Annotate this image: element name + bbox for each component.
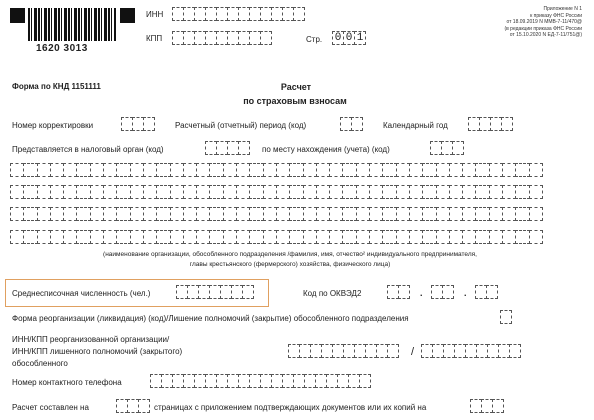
inn-cells[interactable]	[172, 7, 304, 21]
org-name-cell[interactable]	[23, 230, 37, 244]
phone-cells[interactable]	[150, 374, 370, 388]
org-name-cell[interactable]	[236, 185, 250, 199]
org-name-cell[interactable]	[316, 185, 330, 199]
org-name-cell[interactable]	[170, 207, 184, 221]
org-name-cell[interactable]	[130, 230, 144, 244]
org-name-cell[interactable]	[382, 163, 396, 177]
org-name-cell[interactable]	[103, 185, 117, 199]
page-label: Стр.	[306, 35, 323, 44]
org-name-cell[interactable]	[436, 185, 450, 199]
org-name-cell[interactable]	[529, 163, 543, 177]
org-name-cell[interactable]	[10, 207, 24, 221]
org-name-cell[interactable]	[475, 185, 489, 199]
org-name-cell[interactable]	[10, 230, 24, 244]
year-cells[interactable]	[468, 117, 512, 131]
org-name-cell[interactable]	[369, 207, 383, 221]
org-name-cell[interactable]	[170, 163, 184, 177]
org-name-cell[interactable]	[236, 230, 250, 244]
org-caption-line-2: главы крестьянского (фермерского) хозяйства, физического лица)	[189, 261, 391, 268]
org-name-cell[interactable]	[196, 207, 210, 221]
okved-label: Код по ОКВЭД2	[303, 289, 362, 298]
org-name-cell[interactable]	[103, 207, 117, 221]
inn-kpp-reorg-label-1: ИНН/КПП реорганизованной организации/	[12, 335, 170, 344]
org-name-cell[interactable]	[23, 185, 37, 199]
org-name-cell[interactable]	[90, 207, 104, 221]
org-name-cell[interactable]	[489, 230, 503, 244]
inn-kpp-slash: /	[411, 346, 415, 358]
org-name-cell[interactable]	[23, 163, 37, 177]
org-name-cell[interactable]	[37, 185, 51, 199]
attachment-pages-cells[interactable]	[470, 399, 503, 413]
org-name-cell[interactable]	[76, 185, 90, 199]
org-name-cell[interactable]	[276, 185, 290, 199]
org-name-cell[interactable]	[489, 207, 503, 221]
org-name-row[interactable]	[10, 185, 542, 199]
corner-marker-left	[10, 8, 25, 23]
org-name-cell[interactable]	[276, 230, 290, 244]
org-name-cell[interactable]	[515, 185, 529, 199]
inn-reorg-cells[interactable]	[288, 344, 398, 358]
org-name-cell[interactable]	[303, 207, 317, 221]
org-name-cell[interactable]	[529, 230, 543, 244]
org-name-cell[interactable]	[529, 207, 543, 221]
org-name-cell[interactable]	[223, 230, 237, 244]
org-name-cell[interactable]	[209, 230, 223, 244]
org-name-cell[interactable]	[422, 163, 436, 177]
org-name-cell[interactable]	[90, 230, 104, 244]
org-name-cell[interactable]	[369, 185, 383, 199]
org-name-cell[interactable]	[90, 185, 104, 199]
org-name-cell[interactable]	[143, 207, 157, 221]
inn-label: ИНН	[146, 10, 164, 19]
org-name-cell[interactable]	[209, 207, 223, 221]
org-name-cell[interactable]	[196, 185, 210, 199]
org-name-cell[interactable]	[10, 185, 24, 199]
period-cells[interactable]	[340, 117, 362, 131]
org-name-cell[interactable]	[183, 163, 197, 177]
org-name-cell[interactable]	[449, 163, 463, 177]
kpp-cells[interactable]	[172, 31, 271, 45]
org-name-cell[interactable]	[409, 163, 423, 177]
org-name-cell[interactable]	[329, 163, 343, 177]
org-name-cell[interactable]	[130, 185, 144, 199]
org-name-cell[interactable]	[63, 230, 77, 244]
org-name-cell[interactable]	[409, 185, 423, 199]
org-name-cell[interactable]	[289, 163, 303, 177]
okved-cells-3[interactable]	[475, 285, 497, 299]
page-digit-1: 0	[332, 31, 344, 45]
org-name-cell[interactable]	[156, 207, 170, 221]
org-name-cell[interactable]	[223, 207, 237, 221]
org-name-cell[interactable]	[342, 230, 356, 244]
page-digit-2: 0	[343, 31, 355, 45]
org-name-cell[interactable]	[449, 185, 463, 199]
pages-suffix-label: страницах с приложением подтверждающих документов или их копий на	[154, 403, 427, 412]
org-name-cell[interactable]	[396, 207, 410, 221]
kpp-reorg-cells[interactable]	[421, 344, 520, 358]
org-name-cell[interactable]	[63, 185, 77, 199]
org-name-cell[interactable]	[329, 230, 343, 244]
org-name-cell[interactable]	[396, 230, 410, 244]
org-name-cell[interactable]	[103, 230, 117, 244]
org-name-cell[interactable]	[263, 163, 277, 177]
org-name-cell[interactable]	[63, 163, 77, 177]
location-label: по месту нахождения (учета) (код)	[262, 145, 390, 154]
barcode	[28, 8, 116, 41]
org-name-cell[interactable]	[356, 230, 370, 244]
org-name-cell[interactable]	[382, 207, 396, 221]
org-name-cell[interactable]	[90, 163, 104, 177]
org-name-cell[interactable]	[170, 185, 184, 199]
org-name-cell[interactable]	[436, 207, 450, 221]
okved-dot-1: .	[420, 288, 423, 298]
org-name-cell[interactable]	[303, 163, 317, 177]
reorganization-cells[interactable]	[500, 310, 511, 324]
okved-dot-2: .	[464, 288, 467, 298]
knd-code-label: Форма по КНД 1151111	[12, 82, 101, 91]
org-name-cell[interactable]	[116, 185, 130, 199]
form-title: Расчет	[280, 82, 312, 92]
org-name-cell[interactable]	[10, 163, 24, 177]
org-name-cell[interactable]	[236, 207, 250, 221]
page-number-cells[interactable]	[332, 31, 365, 45]
org-name-cell[interactable]	[130, 207, 144, 221]
org-name-cell[interactable]	[116, 230, 130, 244]
org-name-cell[interactable]	[143, 163, 157, 177]
org-name-cell[interactable]	[236, 163, 250, 177]
org-name-cell[interactable]	[422, 207, 436, 221]
org-name-cell[interactable]	[156, 230, 170, 244]
org-name-cell[interactable]	[143, 185, 157, 199]
org-name-cell[interactable]	[183, 185, 197, 199]
org-name-cell[interactable]	[37, 163, 51, 177]
org-name-cell[interactable]	[249, 185, 263, 199]
org-name-cell[interactable]	[515, 207, 529, 221]
org-name-cell[interactable]	[76, 207, 90, 221]
org-name-cell[interactable]	[316, 230, 330, 244]
org-name-cell[interactable]	[356, 185, 370, 199]
location-cells[interactable]	[430, 141, 463, 155]
org-name-cell[interactable]	[422, 230, 436, 244]
org-name-cell[interactable]	[63, 207, 77, 221]
org-name-cell[interactable]	[342, 207, 356, 221]
org-name-cell[interactable]	[529, 185, 543, 199]
org-name-cell[interactable]	[356, 163, 370, 177]
org-name-cell[interactable]	[249, 230, 263, 244]
org-name-cell[interactable]	[196, 230, 210, 244]
tax-org-label: Представляется в налоговый орган (код)	[12, 145, 164, 154]
org-name-cell[interactable]	[76, 230, 90, 244]
org-name-cell[interactable]	[263, 207, 277, 221]
org-name-cell[interactable]	[37, 207, 51, 221]
org-name-cell[interactable]	[183, 207, 197, 221]
org-name-cell[interactable]	[263, 230, 277, 244]
org-name-cell[interactable]	[436, 230, 450, 244]
org-name-cell[interactable]	[396, 163, 410, 177]
org-name-cell[interactable]	[23, 207, 37, 221]
org-name-cell[interactable]	[475, 207, 489, 221]
pages-prefix-label: Расчет составлен на	[12, 403, 89, 412]
org-name-cell[interactable]	[209, 163, 223, 177]
okved-cells-1[interactable]	[387, 285, 409, 299]
page-digit-3: 1	[354, 31, 366, 45]
org-name-cell[interactable]	[223, 185, 237, 199]
org-name-cell[interactable]	[422, 185, 436, 199]
org-name-cell[interactable]	[263, 185, 277, 199]
org-name-cell[interactable]	[116, 207, 130, 221]
correction-cells[interactable]	[121, 117, 154, 131]
org-name-row[interactable]	[10, 230, 542, 244]
org-name-cell[interactable]	[475, 230, 489, 244]
org-name-cell[interactable]	[116, 163, 130, 177]
org-name-cell[interactable]	[462, 230, 476, 244]
org-name-cell[interactable]	[276, 163, 290, 177]
org-name-cell[interactable]	[409, 207, 423, 221]
org-name-cell[interactable]	[276, 207, 290, 221]
org-name-cell[interactable]	[502, 185, 516, 199]
year-label: Календарный год	[383, 121, 448, 130]
org-name-cell[interactable]	[183, 230, 197, 244]
appendix-note: Приложение N 1 к приказу ФНС России от 18.09.2019 N ММВ-7-11/470@ (в редакции приказа ФНС России от 15.10.2020 N ЕД-7-11/751@)	[504, 6, 582, 39]
org-name-cell[interactable]	[396, 185, 410, 199]
org-name-cell[interactable]	[449, 230, 463, 244]
org-name-cell[interactable]	[489, 163, 503, 177]
org-name-cell[interactable]	[156, 163, 170, 177]
org-name-cell[interactable]	[462, 207, 476, 221]
org-name-cell[interactable]	[436, 163, 450, 177]
org-name-cell[interactable]	[50, 163, 64, 177]
org-name-cell[interactable]	[37, 230, 51, 244]
org-name-cell[interactable]	[489, 185, 503, 199]
org-name-cell[interactable]	[156, 185, 170, 199]
org-name-cell[interactable]	[103, 163, 117, 177]
kpp-label: КПП	[146, 34, 163, 43]
org-name-cell[interactable]	[369, 230, 383, 244]
org-name-cell[interactable]	[342, 163, 356, 177]
org-name-cell[interactable]	[209, 185, 223, 199]
org-name-cell[interactable]	[356, 207, 370, 221]
org-name-cell[interactable]	[449, 207, 463, 221]
org-name-cell[interactable]	[50, 230, 64, 244]
org-name-cell[interactable]	[289, 230, 303, 244]
org-name-cell[interactable]	[76, 163, 90, 177]
org-name-cell[interactable]	[382, 230, 396, 244]
corner-marker-right	[120, 8, 135, 23]
period-label: Расчетный (отчетный) период (код)	[175, 121, 307, 130]
okved-cells-2[interactable]	[431, 285, 453, 299]
org-name-cell[interactable]	[462, 185, 476, 199]
org-name-cell[interactable]	[462, 163, 476, 177]
org-name-cell[interactable]	[515, 163, 529, 177]
org-name-cell[interactable]	[502, 163, 516, 177]
org-name-cell[interactable]	[382, 185, 396, 199]
org-name-cell[interactable]	[223, 163, 237, 177]
correction-label: Номер корректировки	[12, 121, 94, 130]
pages-count-cells[interactable]	[116, 399, 149, 413]
org-name-cell[interactable]	[409, 230, 423, 244]
org-name-cell[interactable]	[316, 163, 330, 177]
headcount-cells[interactable]	[176, 285, 253, 299]
org-name-cell[interactable]	[502, 207, 516, 221]
org-name-cell[interactable]	[249, 163, 263, 177]
org-name-cell[interactable]	[249, 207, 263, 221]
headcount-label: Среднесписочная численность (чел.)	[12, 289, 151, 298]
org-name-cell[interactable]	[329, 207, 343, 221]
inn-kpp-reorg-label-3: обособленного	[12, 359, 68, 368]
org-name-cell[interactable]	[130, 163, 144, 177]
org-name-cell[interactable]	[316, 207, 330, 221]
org-caption-line-1: (наименование организации, обособленного подразделения /фамилия, имя, отчество² индивидуального предпринимателя,	[103, 251, 477, 258]
org-name-cell[interactable]	[289, 207, 303, 221]
org-name-cell[interactable]	[196, 163, 210, 177]
org-name-cell[interactable]	[342, 185, 356, 199]
org-name-cell[interactable]	[475, 163, 489, 177]
form-subtitle: по страховым взносам	[243, 96, 347, 106]
org-name-row[interactable]	[10, 207, 542, 221]
org-name-cell[interactable]	[515, 230, 529, 244]
org-name-cell[interactable]	[303, 230, 317, 244]
org-name-cell[interactable]	[369, 163, 383, 177]
org-name-row[interactable]	[10, 163, 542, 177]
barcode-number: 1620 3013	[36, 43, 88, 54]
reorganization-label: Форма реорганизации (ликвидация) (код)/Лишение полномочий (закрытие) обособленного подразделения	[12, 314, 409, 323]
org-name-cell[interactable]	[303, 185, 317, 199]
org-name-cell[interactable]	[289, 185, 303, 199]
org-name-cell[interactable]	[50, 207, 64, 221]
inn-kpp-reorg-label-2: ИНН/КПП лишенного полномочий (закрытого)	[12, 347, 183, 356]
org-name-cell[interactable]	[143, 230, 157, 244]
org-name-cell[interactable]	[50, 185, 64, 199]
phone-label: Номер контактного телефона	[12, 378, 122, 387]
org-name-cell[interactable]	[329, 185, 343, 199]
tax-org-cells[interactable]	[205, 141, 249, 155]
org-name-cell[interactable]	[170, 230, 184, 244]
org-name-cell[interactable]	[502, 230, 516, 244]
